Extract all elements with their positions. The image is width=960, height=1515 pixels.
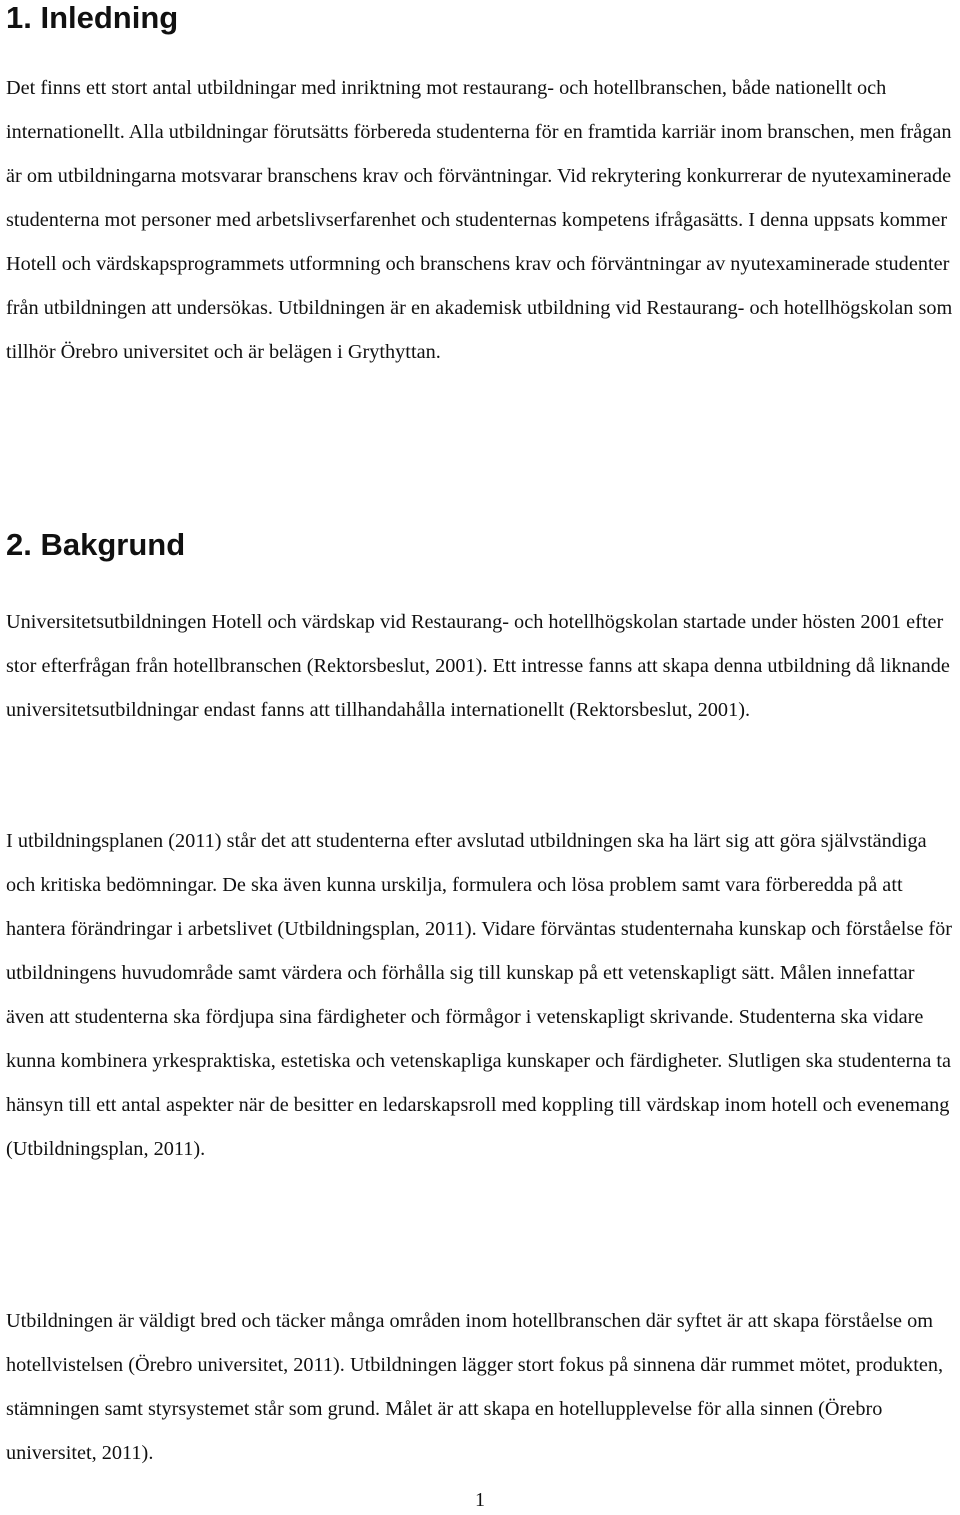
section-heading-bakgrund: 2. Bakgrund [6, 527, 186, 562]
paragraph-inledning: Det finns ett stort antal utbildningar med inriktning mot restaurang- och hotellbranschen, både nationellt och internationellt. Alla utbildningar förutsätts förbereda studenterna för en framtida karriär inom branschen, men frågan är om utbildningarna motsvarar branschens krav och förväntningar. Vid rekrytering konkurrerar de nyutexaminerade studenterna mot personer med arbetslivserfarenhet och studenternas kompetens ifrågasätts. I denna uppsats kommer Hotell och värdskapsprogrammets utformning och branschens krav och förväntningar av nyutexaminerade studenter från utbildningen att undersökas. Utbildningen är en akademisk utbildning vid Restaurang- och hotellhögskolan som tillhör Örebro universitet och är belägen i Grythyttan. [6, 77, 953, 363]
paragraph-bakgrund-1: Universitetsutbildningen Hotell och värdskap vid Restaurang- och hotellhögskolan startade under hösten 2001 efter stor efterfrågan från hotellbranschen (Rektorsbeslut, 2001). Ett intresse fanns att skapa denna utbildning då liknande universitetsutbildningar endast fanns att tillhandahålla internationellt (Rektorsbeslut, 2001). [6, 611, 950, 721]
paragraph-bakgrund-2: I utbildningsplanen (2011) står det att studenterna efter avslutad utbildningen ska ha lärt sig att göra självständiga och kritiska bedömningar. De ska även kunna urskilja, formulera och lösa problem samt vara förberedda på att hantera förändringar i arbetslivet (Utbildningsplan, 2011). Vidare förväntas studenternaha kunskap och förståelse för utbildningens huvudområde samt värdera och förhålla sig till kunskap på ett vetenskapligt sätt. Målen innefattar även att studenterna ska fördjupa sina färdigheter och förmågor i vetenskapligt skrivande. Studenterna ska vidare kunna kombinera yrkespraktiska, estetiska och vetenskapliga kunskaper och färdigheter. Slutligen ska studenterna ta hänsyn till ett antal aspekter när de besitter en ledarskapsroll med koppling till värdskap inom hotell och evenemang (Utbildningsplan, 2011). [6, 830, 953, 1160]
page-number: 1 [475, 1489, 485, 1511]
section-heading-inledning: 1. Inledning [6, 0, 179, 35]
paragraph-bakgrund-3: Utbildningen är väldigt bred och täcker många områden inom hotellbranschen där syftet är att skapa förståelse om hotellvistelsen (Örebro universitet, 2011). Utbildningen lägger stort fokus på sinnena där rummet mötet, produkten, stämningen samt styrsystemet står som grund. Målet är att skapa en hotellupplevelse för alla sinnen (Örebro universitet, 2011). [6, 1310, 944, 1464]
